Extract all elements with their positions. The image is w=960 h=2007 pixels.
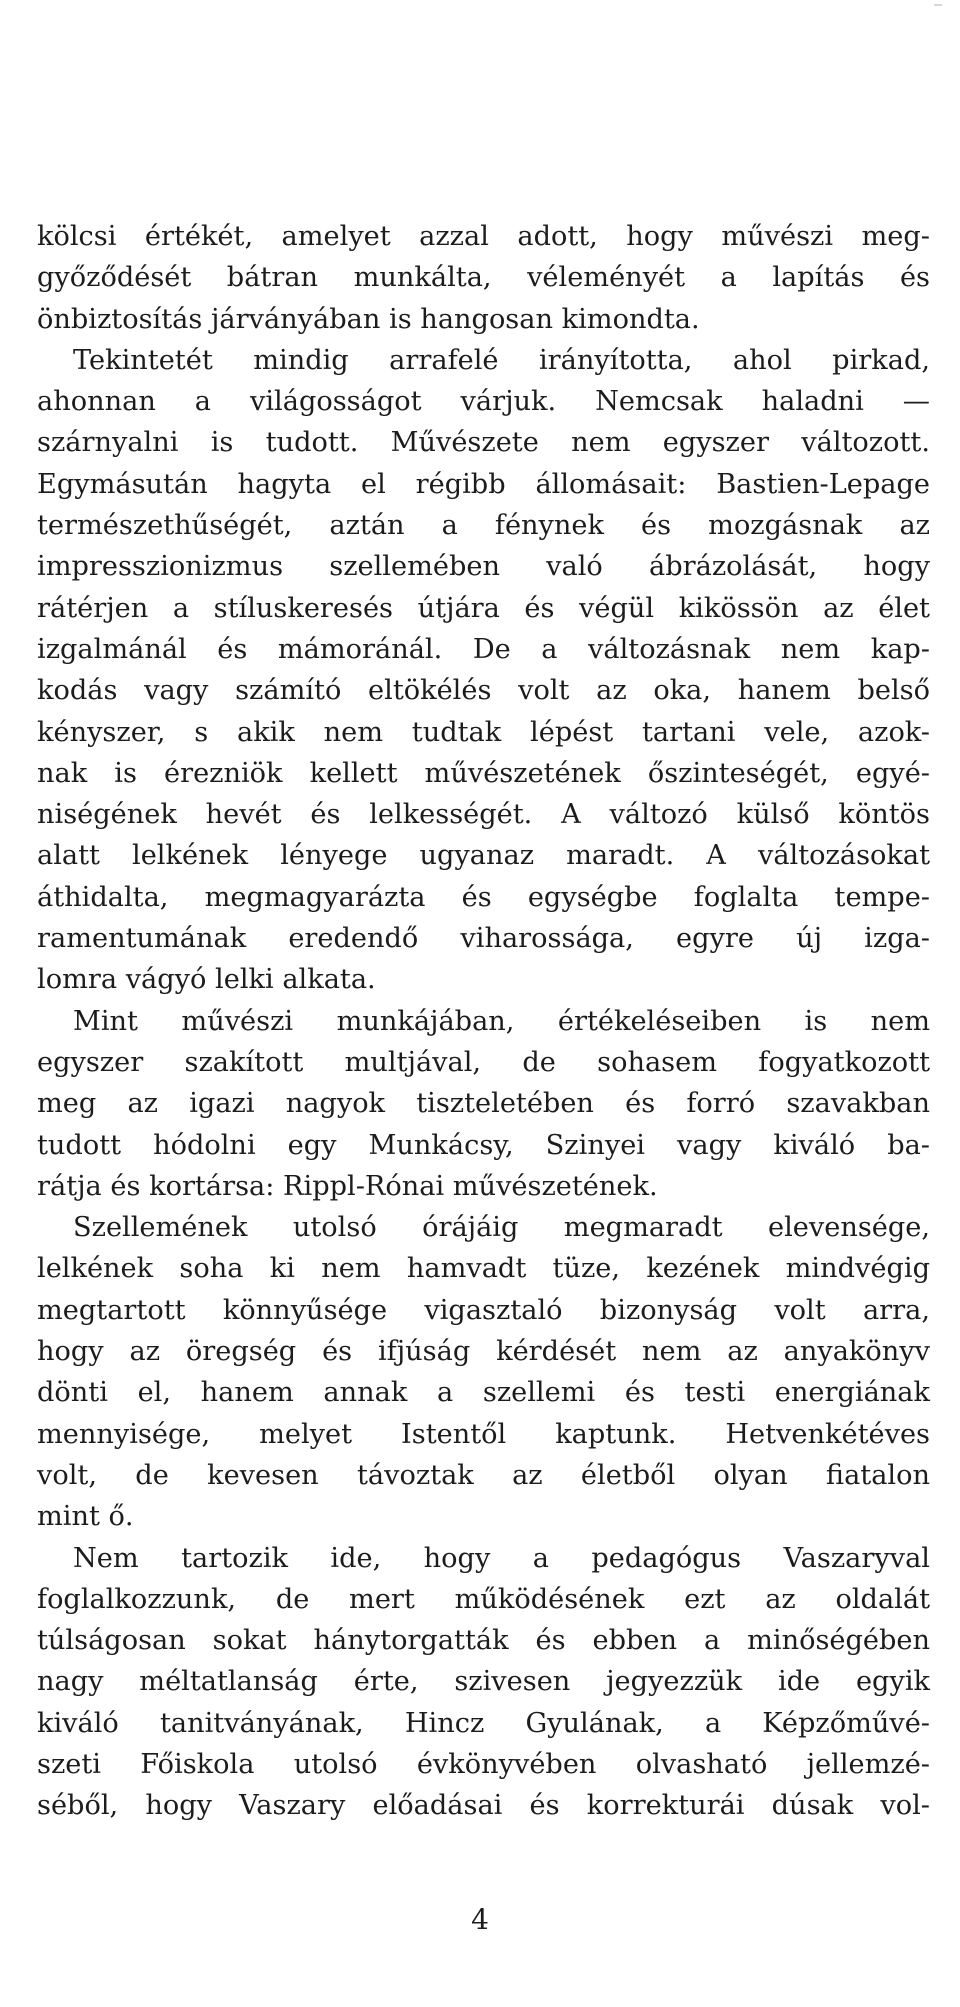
text-line: kiváló tanitványának, Hincz Gyulának, a Képzőművé- — [37, 1707, 930, 1739]
paragraph-1 — [37, 216, 930, 340]
text-line: niségének hevét és lelkességét. A változó külső köntös — [37, 799, 930, 831]
text-line: nak is érezniök kellett művészetének őszinteségét, egyé- — [37, 757, 930, 789]
text-line: foglalkozzunk, de mert működésének ezt az oldalát — [37, 1583, 930, 1615]
text-line: kodás vagy számító eltökélés volt az oka, hanem belső — [37, 675, 930, 707]
text-line: Nem tartozik ide, hogy a pedagógus Vaszaryval — [73, 1542, 930, 1574]
text-line: kölcsi értékét, amelyet azzal adott, hogy művészi meg- — [37, 221, 930, 252]
document-body — [37, 216, 930, 1827]
paragraph-3 — [37, 1001, 930, 1207]
text-line: kényszer, s akik nem tudtak lépést tartani vele, azok- — [37, 716, 930, 748]
text-line: szárnyalni is tudott. Művészete nem egyszer változott. — [37, 427, 930, 459]
text-line: séből, hogy Vaszary előadásai és korrekturái dúsak vol- — [37, 1790, 930, 1822]
text-line: alatt lelkének lényege ugyanaz maradt. A változásokat — [37, 840, 930, 872]
text-line: önbiztosítás járványában is hangosan kimondta. — [37, 303, 700, 335]
text-line: egyszer szakított multjával, de sohasem fogyatkozott — [37, 1046, 930, 1078]
text-line: mennyisége, melyet Istentől kaptunk. Hetvenkétéves — [37, 1418, 930, 1450]
text-line: Egymásután hagyta el régibb állomásait: Bastien-Lepage — [37, 468, 930, 500]
paragraph-2 — [37, 340, 930, 1001]
text-line: nagy méltatlanság érte, szivesen jegyezzük ide egyik — [37, 1666, 930, 1698]
text-line: természethűségét, aztán a fénynek és mozgásnak az — [37, 510, 930, 542]
scan-mark — [934, 4, 942, 6]
text-line: ahonnan a világosságot várjuk. Nemcsak haladni — — [37, 386, 930, 418]
paragraph-4 — [37, 1207, 930, 1537]
text-line: túlságosan sokat hánytorgatták és ebben a minőségében — [37, 1625, 930, 1657]
text-line: megtartott könnyűsége vigasztaló bizonyság volt arra, — [37, 1294, 930, 1326]
text-line: tudott hódolni egy Munkácsy, Szinyei vagy kiváló ba- — [37, 1129, 930, 1161]
text-line: Mint művészi munkájában, értékeléseiben is nem — [73, 1005, 930, 1037]
text-line: rátja és kortársa: Rippl-Rónai művészetének. — [37, 1170, 658, 1202]
text-line: volt, de kevesen távoztak az életből olyan fiatalon — [37, 1459, 930, 1491]
text-line: Szellemének utolsó órájáig megmaradt elevensége, — [73, 1212, 930, 1244]
text-line: szeti Főiskola utolsó évkönyvében olvasható jellemzé- — [37, 1748, 930, 1780]
text-line: Tekintetét mindig arrafelé irányította, ahol pirkad, — [73, 344, 930, 376]
text-line: izgalmánál és mámoránál. De a változásnak nem kap- — [37, 633, 930, 665]
text-line: győződését bátran munkálta, véleményét a lapítás és — [37, 262, 930, 294]
page-number: 4 — [471, 1903, 489, 1936]
text-line: rátérjen a stíluskeresés útjára és végül kikössön az élet — [37, 592, 930, 624]
text-line: áthidalta, megmagyarázta és egységbe foglalta tempe- — [37, 881, 930, 913]
text-line: dönti el, hanem annak a szellemi és testi energiának — [37, 1377, 930, 1409]
text-line: mint ő. — [37, 1501, 134, 1533]
text-line: hogy az öregség és ifjúság kérdését nem az anyakönyv — [37, 1336, 930, 1368]
text-line: meg az igazi nagyok tiszteletében és forró szavakban — [37, 1088, 930, 1120]
text-line: lomra vágyó lelki alkata. — [37, 964, 376, 996]
paragraph-5 — [37, 1538, 930, 1827]
text-line: ramentumának eredendő viharossága, egyre új izga- — [37, 923, 930, 955]
text-line: impresszionizmus szellemében való ábrázolását, hogy — [37, 551, 930, 583]
text-line: lelkének soha ki nem hamvadt tüze, kezének mindvégig — [37, 1253, 930, 1285]
